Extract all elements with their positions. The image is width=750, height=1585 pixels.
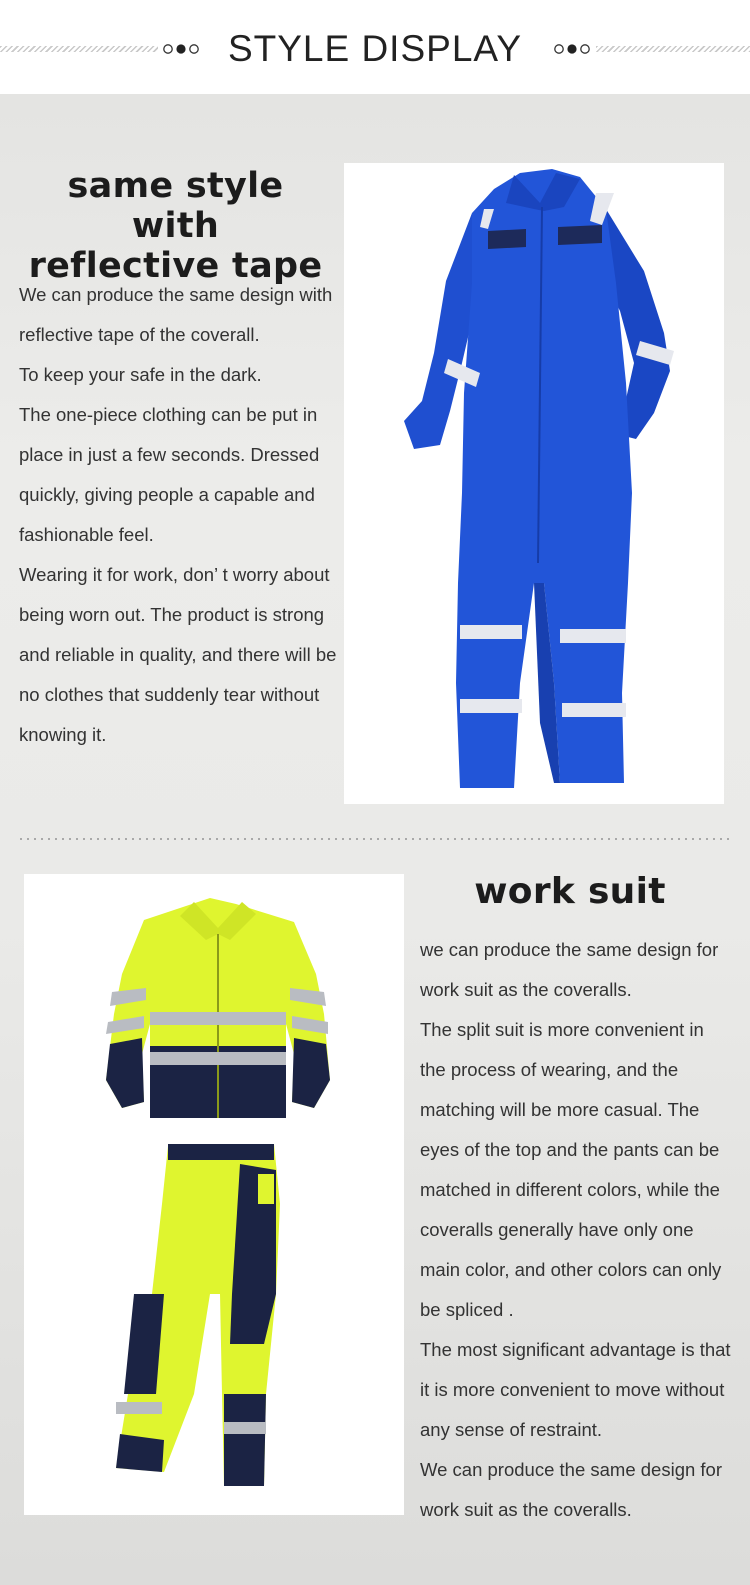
blue-coverall-photo xyxy=(344,163,724,804)
section2-paragraph: The split suit is more convenient in the process of wearing, and the matching will be more casual. The eyes of the top and the pants can be matched in different colors, while the coveralls generally have only one main color, and other colors can only be spliced . xyxy=(420,1019,722,1320)
section1-paragraph: To keep your safe in the dark. xyxy=(19,364,262,385)
section1-title-text: same style with reflective tape xyxy=(28,166,323,286)
section-divider xyxy=(20,838,732,840)
section2-paragraph: we can produce the same design for work suit as the coveralls. xyxy=(420,939,719,1000)
section2-title-text: work suit xyxy=(474,871,666,912)
hivis-work-suit-illustration xyxy=(24,874,404,1515)
section1-paragraph: Wearing it for work, don’ t worry about being worn out. The product is strong and reliable in quality, and there will be no clothes that suddenly tear without knowing it. xyxy=(19,564,337,745)
section2-paragraph: We can produce the same design for work suit as the coveralls. xyxy=(420,1459,722,1520)
section1-title xyxy=(18,166,333,286)
section1-paragraph: The one-piece clothing can be put in place in just a few seconds. Dressed quickly, giving people a capable and fashionable feel. xyxy=(19,404,320,545)
section2-paragraph: The most significant advantage is that it is more convenient to move without any sense of restraint. xyxy=(420,1339,731,1440)
section2-description xyxy=(420,930,732,1530)
blue-coverall-illustration xyxy=(344,163,724,804)
section1-paragraph: We can produce the same design with reflective tape of the coverall. xyxy=(19,284,333,345)
page-title: STYLE DISPLAY xyxy=(227,28,523,69)
section1-description xyxy=(19,275,339,755)
hivis-work-suit-photo xyxy=(24,874,404,1515)
header-right-hatch-decoration xyxy=(596,46,750,52)
header-right-dots-icon xyxy=(553,43,591,55)
section-header xyxy=(0,0,750,94)
section2-title xyxy=(418,870,722,914)
